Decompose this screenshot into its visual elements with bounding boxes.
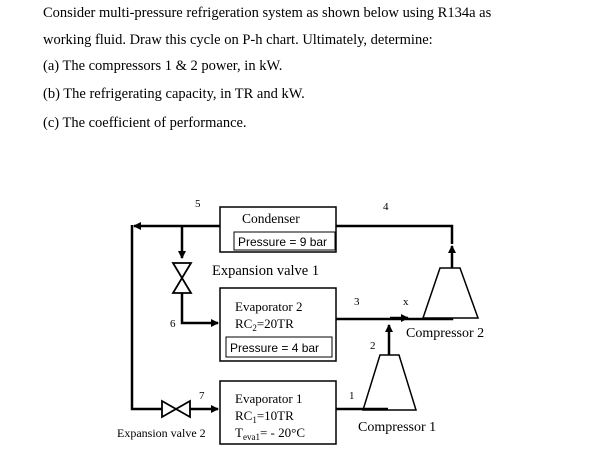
state-point-6: 6 — [170, 318, 176, 330]
compressor-1-shape — [363, 355, 416, 410]
state-point-1: 1 — [349, 390, 355, 402]
state-point-7: 7 — [199, 390, 205, 402]
condenser-pressure: Pressure = 9 bar — [238, 235, 328, 249]
problem-line-2: working fluid. Draw this cycle on P-h chart. Ultimately, determine: — [43, 32, 433, 48]
left-liquid-line — [132, 225, 162, 409]
evaporator-1-temperature: $T_{eva1}= - 20^\circ C$ — [235, 425, 305, 442]
question-b: (b) The refrigerating capacity, in TR and kW. — [43, 86, 305, 102]
condenser-label: Condenser — [242, 211, 300, 226]
question-c: (c) The coefficient of performance. — [43, 115, 247, 131]
state-point-3: 3 — [354, 296, 360, 308]
line-4 — [336, 226, 452, 244]
state-point-2: 2 — [370, 340, 376, 352]
expansion-valve-1-lower — [173, 278, 191, 293]
expansion-valve-2-label: Expansion valve 2 — [117, 426, 206, 440]
evaporator-2-capacity: $RC_2=20TR$ — [235, 316, 294, 333]
problem-line-1: Consider multi-pressure refrigeration system as shown below using R134a as — [43, 5, 492, 21]
expansion-valve-2-left — [162, 401, 176, 417]
state-point-5: 5 — [195, 198, 201, 210]
expansion-valve-2-right — [176, 401, 190, 417]
state-point-4: 4 — [383, 201, 389, 213]
evaporator-1-label: Evaporator 1 — [235, 391, 303, 406]
evaporator-2-pressure: Pressure = 4 bar — [230, 341, 320, 355]
compressor-1-label: Compressor 1 — [358, 420, 437, 435]
expansion-valve-1-upper — [173, 263, 191, 278]
line-6 — [182, 293, 218, 323]
state-point-x: x — [403, 296, 409, 308]
compressor-2-label: Compressor 2 — [406, 326, 485, 341]
compressor-2-shape — [423, 268, 478, 318]
evaporator-1-capacity: $RC_1=10TR$ — [235, 408, 294, 425]
evaporator-2-label: Evaporator 2 — [235, 299, 303, 314]
expansion-valve-1-label: Expansion valve 1 — [212, 263, 320, 279]
question-a: (a) The compressors 1 & 2 power, in kW. — [43, 58, 283, 74]
